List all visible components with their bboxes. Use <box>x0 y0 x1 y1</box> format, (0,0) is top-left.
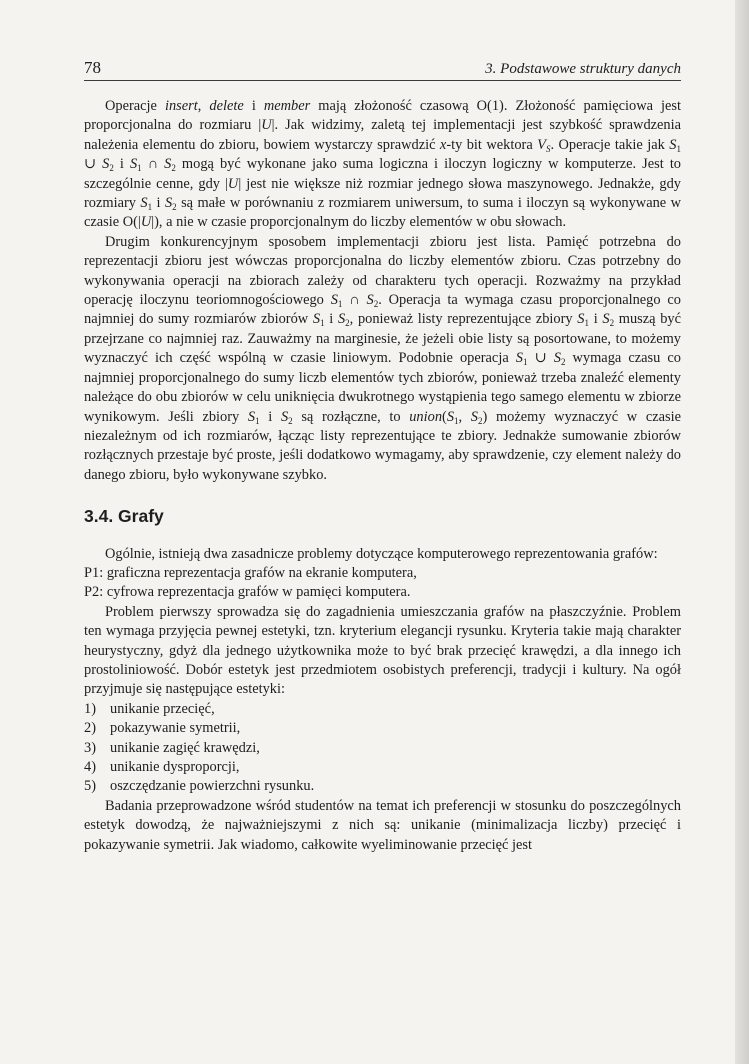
running-title: 3. Podstawowe struktury danych <box>485 61 681 77</box>
list-item: 4) unikanie dysproporcji, <box>84 759 240 775</box>
paragraph-bitvector-complexity: Operacje insert, delete i member mają złożoność czasową O(1). Złożoność pamięciowa jest proporcjonalna do rozmiaru |U|. Jak widzimy, zaletą tej implementacji jest szybkość sprawdzenia należenia elementu do zbioru, bowiem wystarczy sprawdzić x-ty bit wektora $V_S$. Operacje takie jak $S_1$ ∪ $S_2$ i $S_1$ ∩ $S_2$ mogą być wykonane jako suma logiczna i iloczyn logiczny w komputerze. Jest to szczególnie cenne, gdy |U| jest nie większe niż rozmiar jednego słowa maszynowego. Jednakże, gdy rozmiary $S_1$ i $S_2$ są małe w porównaniu z rozmiarem uniwersum, to suma i iloczyn są wykonywane w czasie O(|U|), a nie w czasie proporcjonalnym do liczby elementów w obu słowach. <box>84 98 682 231</box>
page-edge <box>735 0 749 1064</box>
page-number: 78 <box>84 58 101 77</box>
paragraph-aesthetics-intro: Problem pierwszy sprowadza się do zagadnienia umieszczania grafów na płaszczyźnie. Problem ten wymaga przyjęcia pewnej estetyki, tzn. kryterium elegancji rysunku. Kryteria takie mają charakter heurystyczny, gdyż dla jednego użytkownika może to być brak przecięć krawędzi, a dla innego ich prostoliniowość. Dobór estetyk jest przedmiotem osobistych preferencji, tradycji i kultury. Na ogół przyjmuje się następujące estetyki: <box>84 603 681 698</box>
page-body <box>84 97 681 855</box>
page-header <box>84 58 681 81</box>
list-item: 5) oszczędzanie powierzchni rysunku. <box>84 778 315 795</box>
problem-item: P1: graficzna reprezentacja grafów na ekranie komputera, <box>84 564 417 581</box>
paragraph-graph-problems-intro: Ogólnie, istnieją dwa zasadnicze problemy dotyczące komputerowego reprezentowania grafów: <box>105 545 658 562</box>
list-item: 2) pokazywanie symetrii, <box>84 720 241 737</box>
section-heading: 3.4. Grafy <box>84 506 164 527</box>
list-item: 3) unikanie zagięć krawędzi, <box>84 739 260 756</box>
paragraph-list-implementation: Drugim konkurencyjnym sposobem implementacji zbioru jest lista. Pamięć potrzebna do reprezentacji zbioru jest wówczas proporcjonalna do liczby elementów zbioru. Czas potrzebny do wykonywania operacji na zbiorach zależy od charakteru tych operacji. Rozważmy na przykład operację iloczynu teoriomnogościowego $S_1$ ∩ $S_2$. Operacja ta wymaga czasu proporcjonalnego co najmniej do sumy rozmiarów zbiorów $S_1$ i $S_2$, ponieważ listy reprezentujące zbiory $S_1$ i $S_2$ muszą być przejrzane co najmniej raz. Zauważmy na marginesie, że jeżeli obie listy są posortowane, to możemy wyznaczyć ich część wspólną w czasie liniowym. Podobnie operacja $S_1$ ∪ $S_2$ wymaga czasu co najmniej proporcjonalnego do sumy liczb elementów tych zbiorów, ponieważ trzeba znaleźć elementy należące do obu zbiorów w celu uniknięcia dwukrotnego wystąpienia tego samego elementu w zbiorze wynikowym. Jeśli zbiory $S_1$ i $S_2$ są rozłączne, to $union(S_1$, $S_2$) możemy wyznaczyć w czasie niezależnym od ich rozmiarów, łącząc listy reprezentujące te zbiory. Jednakże sumowanie zbiorów rozłącznych przestaje być proste, jeśli dodatkowo wymagamy, aby sprawdzenie, czy element należy do danego zbioru, było wykonywane szybko. <box>84 233 682 483</box>
list-item: 1) unikanie przecięć, <box>84 700 215 717</box>
aesthetics-list <box>84 700 681 797</box>
paragraph-study-results: Badania przeprowadzone wśród studentów na temat ich preferencji w stosunku do poszczególnych estetyk dowodzą, że najważniejszymi z nich są: unikanie (minimalizacja liczby) przecięć i pokazywanie symetrii. Jak wiadomo, całkowite wyeliminowanie przecięć jest <box>84 797 681 853</box>
problem-item: P2: cyfrowa reprezentacja grafów w pamięci komputera. <box>84 584 411 601</box>
